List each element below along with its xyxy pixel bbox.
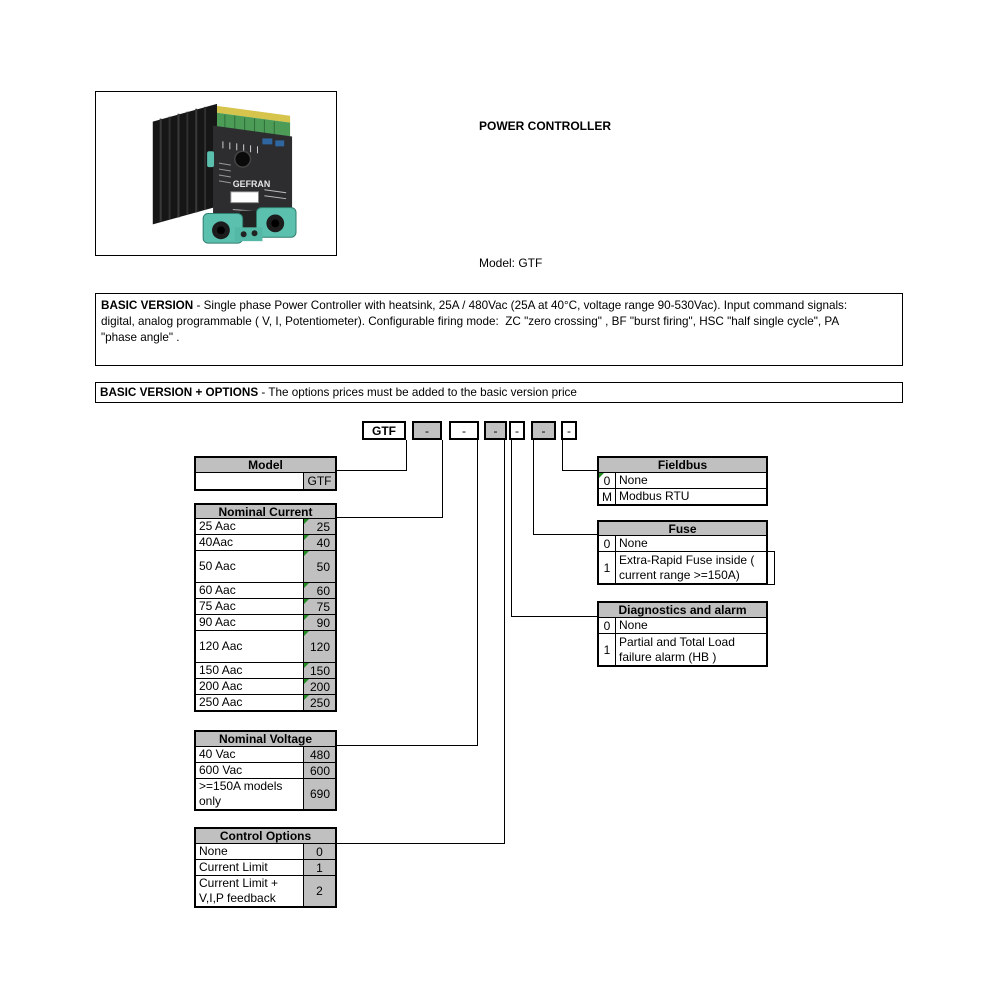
row-label: 75 Aac: [199, 599, 236, 613]
table-row: [196, 630, 335, 662]
row-value: [303, 663, 335, 678]
basic-version-line: digital, analog programmable ( V, I, Potentiometer). Configurable firing mode: ZC "zero crossing" , BF "burst firing", HSC "half single cycle", PA: [101, 315, 840, 328]
row-value: 600: [303, 763, 335, 778]
fuse-title: Fuse: [599, 522, 766, 535]
fieldbus-title: Fieldbus: [599, 458, 766, 472]
table-row: [196, 614, 335, 630]
table-row: [196, 534, 335, 550]
row-label: None: [619, 618, 648, 632]
connector-line: [511, 440, 512, 616]
table-row: [196, 598, 335, 614]
connector-line: [562, 470, 597, 471]
options-banner-heading: BASIC VERSION + OPTIONS: [100, 386, 259, 399]
table-row: [599, 535, 766, 551]
row-value-text: 250: [309, 695, 330, 710]
comment-marker-icon: [304, 551, 309, 556]
table-row: [599, 633, 766, 665]
basic-version-box: [95, 293, 903, 366]
order-code-separator-1: -: [412, 421, 442, 440]
row-label: None: [619, 536, 648, 550]
connector-line: [511, 616, 597, 617]
row-value-text: 40: [316, 535, 330, 550]
nominal-voltage-table: [194, 730, 337, 811]
comment-marker-icon: [304, 679, 309, 684]
connector-line: [337, 517, 443, 518]
nominal-current-title: Nominal Current: [196, 505, 335, 518]
row-label: Extra-Rapid Fuse inside ( current range >=150A): [619, 552, 755, 582]
row-value-text: 75: [316, 599, 330, 614]
row-value: 690: [303, 779, 335, 809]
model-caption: Model: GTF: [479, 256, 543, 270]
table-row: [196, 778, 335, 809]
connector-line: [337, 745, 478, 746]
connector-line: [406, 440, 407, 470]
row-label: None: [199, 844, 228, 858]
row-value: [303, 519, 335, 534]
options-banner-line: [100, 385, 898, 400]
fuse-table: [597, 520, 768, 585]
comment-marker-icon: [599, 473, 604, 478]
table-row: [196, 843, 335, 859]
row-value-text: 50: [316, 559, 330, 574]
table-row: [196, 875, 335, 906]
row-label: Current Limit + V,I,P feedback: [199, 876, 279, 905]
comment-marker-icon: [304, 535, 309, 540]
connector-line: [337, 843, 505, 844]
row-label: >=150A models only: [199, 779, 283, 808]
table-row: [599, 472, 766, 488]
connector-line: [533, 534, 597, 535]
comment-marker-icon: [304, 695, 309, 700]
row-value-text: 150: [309, 663, 330, 678]
comment-marker-icon: [304, 631, 309, 636]
row-label: None: [619, 473, 648, 487]
row-value: [303, 679, 335, 694]
row-value-text: 25: [316, 519, 330, 534]
order-code-separator-6: -: [561, 421, 577, 440]
order-code-separator-2: -: [449, 421, 479, 440]
row-code: [599, 473, 616, 488]
row-value-text: 200: [309, 679, 330, 694]
nominal-voltage-title: Nominal Voltage: [196, 732, 335, 746]
row-label: 50 Aac: [199, 559, 236, 573]
table-row: [196, 662, 335, 678]
comment-marker-icon: [304, 615, 309, 620]
row-value: 480: [303, 747, 335, 762]
order-code-separator-5: -: [531, 421, 556, 440]
model-row-label: [196, 473, 303, 489]
comment-marker-icon: [304, 599, 309, 604]
table-row: [599, 488, 766, 504]
control-options-title: Control Options: [196, 829, 335, 843]
comment-marker-icon: [304, 583, 309, 588]
options-banner-box: [95, 382, 903, 403]
basic-version-heading: BASIC VERSION: [101, 299, 194, 312]
row-code: 1: [599, 634, 616, 665]
svg-text:GEFRAN: GEFRAN: [232, 178, 271, 189]
table-row: [196, 518, 335, 534]
order-code-separator-3: -: [484, 421, 507, 440]
row-code: 0: [599, 536, 616, 551]
table-row: [196, 582, 335, 598]
diagnostics-table: [597, 601, 768, 667]
row-code: 1: [599, 552, 616, 583]
table-row: [196, 678, 335, 694]
row-value-text: 60: [316, 583, 330, 598]
product-image-box: [95, 91, 337, 256]
table-row: [196, 859, 335, 875]
connector-line: [337, 470, 407, 471]
nominal-current-table: [194, 503, 337, 712]
row-label: 60 Aac: [199, 583, 236, 597]
basic-version-text: - Single phase Power Controller with heatsink, 25A / 480Vac (25A at 40°C, voltage range 90-530Vac). Input command signals:: [193, 299, 848, 312]
row-label: Current Limit: [199, 860, 268, 874]
table-row: [196, 762, 335, 778]
connector-line: [442, 440, 443, 517]
row-label: 25 Aac: [199, 519, 236, 533]
row-value: [303, 551, 335, 582]
row-label: 600 Vac: [199, 763, 243, 777]
row-label: Modbus RTU: [619, 489, 690, 503]
order-code-model-box: GTF: [362, 421, 406, 440]
row-label: 150 Aac: [199, 663, 243, 677]
row-label: Partial and Total Load failure alarm (HB ): [619, 634, 735, 664]
gtf-product-photo: [96, 92, 336, 255]
control-options-table: [194, 827, 337, 908]
row-value: [303, 695, 335, 710]
row-value-text: 90: [316, 615, 330, 630]
row-label: 90 Aac: [199, 615, 236, 629]
row-code: M: [599, 489, 616, 504]
order-code-separator-4: -: [509, 421, 525, 440]
row-value: [303, 583, 335, 598]
connector-line: [533, 440, 534, 534]
table-row: [196, 472, 335, 489]
row-value-text: 120: [309, 639, 330, 654]
connector-line: [562, 440, 563, 470]
table-row: [599, 617, 766, 633]
table-row: [196, 746, 335, 762]
diagnostics-title: Diagnostics and alarm: [599, 603, 766, 617]
basic-version-line: "phase angle" .: [101, 331, 180, 344]
row-value: [303, 535, 335, 550]
row-code: 0: [599, 618, 616, 633]
row-code-text: 0: [603, 473, 611, 488]
options-banner-text: - The options prices must be added to the basic version price: [258, 386, 577, 399]
row-value: [303, 631, 335, 662]
row-value: 1: [303, 860, 335, 875]
comment-marker-icon: [304, 663, 309, 668]
row-value: [303, 599, 335, 614]
table-row: [599, 551, 766, 583]
row-label: 40 Vac: [199, 747, 236, 761]
model-row-value: GTF: [303, 473, 335, 489]
connector-line: [477, 440, 478, 745]
row-value: [303, 615, 335, 630]
comment-marker-icon: [304, 519, 309, 524]
row-value: 0: [303, 844, 335, 859]
table-row: [196, 550, 335, 582]
model-table: [194, 456, 337, 491]
fieldbus-table: [597, 456, 768, 506]
row-label: 120 Aac: [199, 639, 243, 653]
row-label: 40Aac: [199, 535, 234, 549]
page-title: POWER CONTROLLER: [479, 119, 611, 133]
row-label: 200 Aac: [199, 679, 243, 693]
table-row: [196, 694, 335, 710]
row-label: 250 Aac: [199, 695, 243, 709]
connector-line: [504, 440, 505, 843]
model-table-title: Model: [196, 458, 335, 472]
basic-version-line: [101, 298, 897, 314]
row-value: 2: [303, 876, 335, 906]
